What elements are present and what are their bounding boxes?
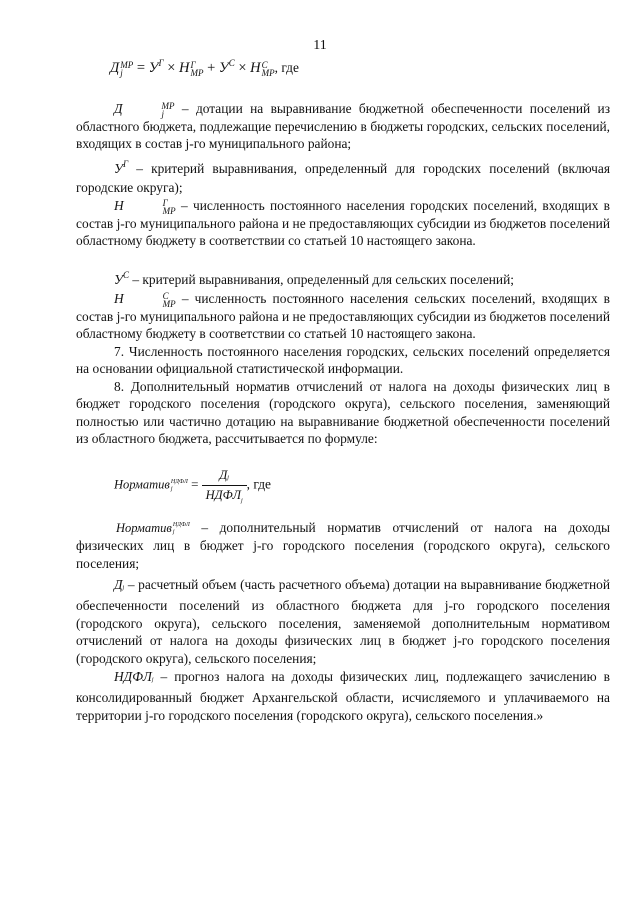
definition-criterion-rural: $У^С$ – критерий выравнивания, определенный для сельских поселений; <box>114 270 514 287</box>
definition-population-rural: Н С МР – численность постоянного населения сельских поселений, входящих в состав j-го муниципального района и не предоставляющих субсидии из бюджетов поселений областному бюджету в соответствии со статьей 10 настоящего закона. <box>76 290 610 342</box>
definition-dotation-volume: Дj – расчетный объем (часть расчетного объема) дотации на выравнивание бюджетной обеспеченности поселений из областного бюджета для j-го городского поселения (городского округа), сельского поселения, заменяемой дополнительным нормативом отчислений от налога на доходы физических лиц в бюджет j-го городского поселения (городского округа), сельского поселения; <box>76 577 610 666</box>
formula-dotation: Д МР j = $У^Г \times Н$ Г МР + $У^С \times Н$ С МР , где <box>110 58 299 78</box>
paragraph-8: 8. Дополнительный норматив отчислений от налога на доходы физических лиц в бюджет городского поселения (городского округа), сельского поселения, заменяющий полностью или частично дотацию на выравнивание бюджетной обеспеченности поселений из областного бюджета, рассчитывается по формуле: <box>76 379 610 447</box>
definition-norm: Норматив НДФЛ j – дополнительный норматив отчислений от налога на доходы физических лиц в бюджет j-го городского поселения (городского округа), сельского поселения; <box>76 520 610 571</box>
page-number: 11 <box>313 38 327 53</box>
definition-population-urban: Н Г МР – численность постоянного населения городских поселений, входящих в состав j-го муниципального района и не предоставляющих субсидии из бюджетов поселений областному бюджету в соответствии со статьей 10 настоящего закона. <box>76 197 610 249</box>
formula-norm: Норматив НДФЛ j = $\frac{Дj}{НДФЛ_j}$ , где <box>114 468 271 504</box>
definition-dotation: Д МР j – дотации на выравнивание бюджетной обеспеченности поселений из областного бюджета, подлежащие перечислению в бюджеты городских, сельских поселений, входящих в состав j-го муниципального района; <box>76 100 610 152</box>
definition-criterion-urban: $У^Г$ – критерий выравнивания, определенный для городских поселений (включая городские округа); <box>76 159 610 196</box>
paragraph-7: 7. Численность постоянного населения городских, сельских поселений определяется на основании официальной статистической информации. <box>76 344 610 377</box>
definition-ndfl-forecast: НДФЛj – прогноз налога на доходы физических лиц, подлежащего зачислению в консолидированный бюджет Архангельской области, исчисляемого и уплачиваемого на территории j-го городского поселения (городского округа), сельского поселения.» <box>76 669 610 723</box>
